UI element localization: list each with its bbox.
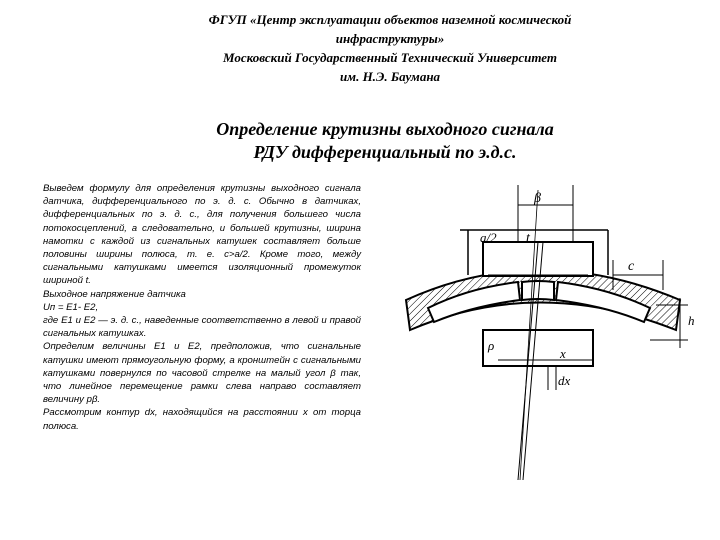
label-x: x xyxy=(560,346,566,361)
paragraph: Uп = E1- E2, xyxy=(43,301,99,313)
paragraph: где Е1 и Е2 — э. д. с., наведенные соответственно в левой и правой сигнальных катушках. xyxy=(43,315,361,340)
organization-header xyxy=(180,10,600,86)
sensor-diagram xyxy=(388,180,700,500)
label-rho: ρ xyxy=(488,338,495,353)
header-line-3: Московский Государственный Технический Университет xyxy=(223,50,557,65)
label-t: t xyxy=(526,231,530,246)
label-c: c xyxy=(628,259,635,274)
header-line-2: инфраструктуры» xyxy=(335,31,445,46)
paragraph: Определим величины Е1 и Е2, предположив, что сигнальные катушки имеют прямоугольную форму, а кронштейн с сигнальными катушками повернулся по часовой стрелке на малый угол β так, что линейное перемещение рамки слева направо составляет величину рβ. xyxy=(43,341,361,406)
label-h: h xyxy=(688,313,695,328)
slide-title xyxy=(170,118,600,164)
label-a2: a/2 xyxy=(480,230,497,245)
header-line-1: ФГУП «Центр эксплуатации объектов наземной космической xyxy=(208,12,572,27)
paragraph: Рассмотрим контур dx, находящийся на расстоянии x от торца полюса. xyxy=(43,407,361,432)
body-text xyxy=(43,182,361,433)
title-line-1: Определение крутизны выходного сигнала xyxy=(216,119,554,139)
paragraph: Выведем формулу для определения крутизны выходного сигнала датчика, дифференциального по э. д. с. Обычно в датчиках, дифференциальных по э. д. с., для получения большего числа потокосцеплений, а следовательно, и большей крутизны, ширина намотки с каждой из сигнальных катушек составляет больше половины ширины полюса, т. е. с>а/2. Кроме того, между сигнальными катушками имеется изоляционный промежуток шириной t. xyxy=(43,183,361,287)
label-beta: β xyxy=(534,191,541,206)
paragraph: Выходное напряжение датчика xyxy=(43,288,186,300)
title-line-2: РДУ дифференциальный по э.д.с. xyxy=(253,142,517,162)
label-dx: dx xyxy=(558,373,571,388)
pole-bottom xyxy=(483,330,593,366)
header-line-4: им. Н.Э. Баумана xyxy=(339,69,441,84)
